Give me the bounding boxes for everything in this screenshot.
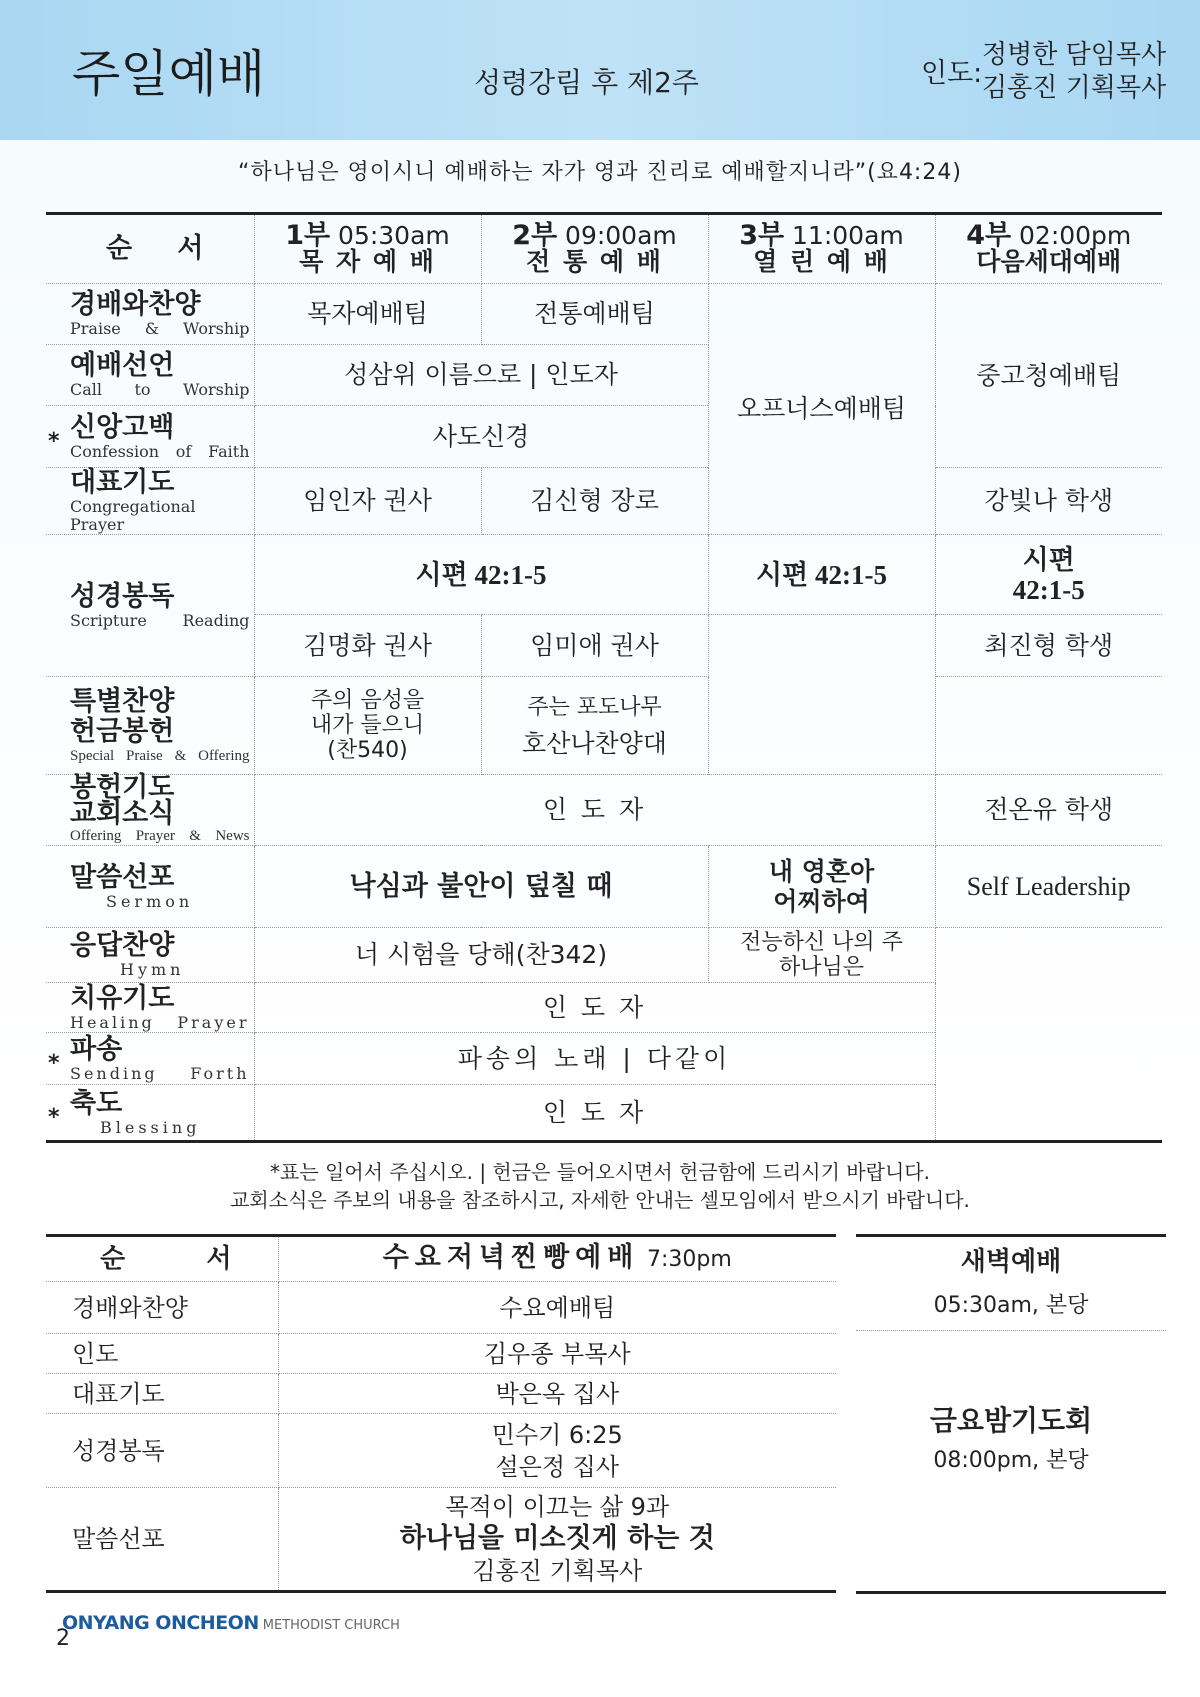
label-kr: 치유기도: [70, 982, 175, 1014]
label-en: Call to Worship: [70, 380, 250, 399]
label-en: Scripture Reading: [70, 610, 250, 630]
dawn-title: 새벽예배: [960, 1246, 1062, 1277]
cell-line: 시편: [1022, 544, 1075, 575]
cell-line: 하나님은: [778, 955, 864, 980]
leader-name: 정병한 담임목사: [982, 40, 1167, 70]
wednesday-order-table: [46, 1234, 836, 1593]
leader-names: [982, 39, 1166, 105]
leader-label: 인도:: [921, 58, 983, 89]
service-no: 3부: [739, 220, 785, 251]
label-en: Sermon: [106, 891, 194, 911]
cell: 임미애 권사: [481, 615, 708, 677]
dawn-time: 05:30am, 본당: [933, 1292, 1089, 1318]
header-banner: [0, 0, 1200, 140]
label-kr: 예배선언: [70, 350, 175, 381]
label-kr: 헌금봉헌: [70, 715, 175, 747]
label-kr: 경배와찬양: [70, 289, 201, 320]
church-logo: [62, 1612, 400, 1634]
standing-mark: *: [48, 1104, 60, 1130]
row-value-line: 김홍진 기획목사: [472, 1557, 643, 1585]
friday-title: 금요밤기도회: [929, 1404, 1093, 1437]
row-value-line: 설은정 집사: [495, 1452, 620, 1481]
standing-mark: *: [48, 428, 60, 454]
cell: 김명화 권사: [254, 615, 481, 677]
bible-verse: “하나님은 영이시니 예배하는 자가 영과 진리로 예배할지니라”(요4:24): [238, 160, 962, 185]
order-header-cell: [46, 214, 254, 284]
wednesday-time: 7:30pm: [646, 1247, 732, 1272]
label-en: Blessing: [100, 1117, 201, 1137]
friday-service: [856, 1331, 1166, 1593]
cell: 인 도 자: [254, 775, 935, 846]
label-en: Hymn: [120, 960, 185, 979]
row-value: 박은옥 집사: [278, 1374, 836, 1414]
service-time: 11:00am: [792, 221, 904, 250]
cell: 임인자 권사: [254, 468, 481, 535]
label-blessing: [46, 1085, 254, 1142]
service-name: 목 자 예 배: [299, 247, 436, 276]
label-sermon: [46, 846, 254, 928]
label-kr: 축도: [70, 1087, 123, 1119]
cell-s3-team: 오프너스예배팀: [708, 284, 935, 535]
cell: [254, 677, 481, 775]
sunday-order-table: [46, 212, 1162, 1143]
label-healing: [46, 983, 254, 1033]
order-label: 순 서: [100, 1244, 232, 1274]
row-label: [46, 1374, 278, 1414]
label-kr: 교회소식: [70, 798, 175, 829]
wednesday-title: 수요저녁찐빵예배: [382, 1242, 640, 1273]
order-label: 순 서: [106, 233, 204, 264]
cell: Self Leadership: [935, 846, 1162, 928]
service-4-header: [935, 214, 1162, 284]
cell: [708, 928, 935, 983]
label-en: Special Praise & Offering: [70, 747, 250, 764]
cell: 최진형 학생: [935, 615, 1162, 677]
label-call: [46, 345, 254, 406]
service-time: 09:00am: [565, 221, 677, 250]
row-value-line: 목적이 이끄는 삶 9과: [445, 1493, 670, 1521]
cell: 전통예배팀: [481, 284, 708, 345]
label-kr: 응답찬양: [70, 930, 175, 961]
cell: 김신형 장로: [481, 468, 708, 535]
service-2-header: [481, 214, 708, 284]
service-no: 1부: [285, 220, 331, 251]
service-1-header: [254, 214, 481, 284]
friday-time: 08:00pm, 본당: [933, 1448, 1089, 1473]
service-time: 02:00pm: [1019, 221, 1132, 250]
service-time: 05:30am: [338, 221, 450, 250]
cell: 목자예배팀: [254, 284, 481, 345]
dawn-service: [856, 1236, 1166, 1331]
label-praise: [46, 284, 254, 345]
row-label-text: 경배와찬양: [72, 1293, 188, 1322]
cell-empty: [708, 615, 935, 775]
label-en: Praise & Worship: [70, 319, 250, 338]
leader-name: 김홍진 기획목사: [982, 73, 1167, 103]
service-no: 2부: [512, 220, 558, 251]
cell-line: (찬540): [327, 738, 408, 763]
label-scripture: [46, 535, 254, 677]
cell-line: 호산나찬양대: [522, 728, 667, 758]
service-name: 전 통 예 배: [526, 247, 663, 276]
row-value: [278, 1488, 836, 1592]
page-number: 2: [56, 1626, 70, 1651]
cell-line: 전능하신 나의 주: [740, 930, 903, 955]
cell: 성삼위 이름으로 | 인도자: [254, 345, 708, 406]
page-title: 주일예배: [72, 45, 266, 103]
cell-line: 주는 포도나무: [527, 694, 662, 720]
label-kr: 대표기도: [70, 467, 175, 498]
standing-mark: *: [48, 1050, 60, 1076]
wednesday-title-cell: [278, 1236, 836, 1282]
row-label-text: 말씀선포: [72, 1525, 165, 1553]
label-kr: 특별찬양: [70, 685, 175, 717]
cell: 시편 42:1-5: [708, 535, 935, 615]
row-value: 김우종 부목사: [278, 1334, 836, 1374]
cell-line: 42:1-5: [1012, 574, 1085, 605]
label-en: Sending Forth: [70, 1063, 250, 1083]
cell: 인 도 자: [254, 983, 935, 1033]
cell: [481, 677, 708, 775]
cell: 시편 42:1-5: [254, 535, 708, 615]
note-line: 교회소식은 주보의 내용을 참조하시고, 자세한 안내는 셀모임에서 받으시기 바랍니다.: [230, 1188, 970, 1212]
label-kr: 말씀선포: [70, 861, 175, 893]
cell-line: 어찌하여: [773, 886, 870, 916]
row-value-line: 민수기 6:25: [491, 1420, 623, 1449]
cell-empty: [935, 928, 1162, 1142]
label-en: Confession of Faith: [70, 441, 250, 461]
row-label-text: 성경봉독: [72, 1436, 165, 1465]
cell-s4-team: 중고청예배팀: [935, 284, 1162, 468]
row-value: 수요예배팀: [278, 1282, 836, 1334]
label-en: Healing Prayer: [70, 1012, 250, 1032]
row-label-text: 인도: [72, 1339, 119, 1368]
cell: 인 도 자: [254, 1085, 935, 1142]
row-label: [46, 1334, 278, 1374]
order-header-cell: [46, 1236, 278, 1282]
row-label: [46, 1282, 278, 1334]
label-en: Offering Prayer & News: [70, 828, 250, 844]
notes: [0, 1158, 1200, 1214]
row-value: [278, 1414, 836, 1488]
cell: 강빛나 학생: [935, 468, 1162, 535]
label-special: [46, 677, 254, 775]
label-confession: [46, 406, 254, 468]
label-en: Congregational Prayer: [70, 497, 196, 534]
label-kr: 성경봉독: [70, 580, 175, 612]
service-3-header: [708, 214, 935, 284]
label-kr: 신앙고백: [70, 411, 175, 443]
row-label: [46, 1414, 278, 1488]
row-value-line: 하나님을 미소짓게 하는 것: [399, 1523, 715, 1554]
service-name: 열 린 예 배: [753, 247, 890, 276]
label-prayer: [46, 468, 254, 535]
cell-empty: [935, 677, 1162, 775]
label-offering: [46, 772, 254, 846]
cell: 파송의 노래 | 다같이: [254, 1033, 935, 1085]
cell: 사도신경: [254, 406, 708, 468]
service-no: 4부: [966, 220, 1012, 251]
cell: [935, 535, 1162, 615]
cell: [708, 846, 935, 928]
cell-line: 내 영혼아: [768, 856, 875, 886]
row-label-text: 대표기도: [72, 1379, 165, 1408]
cell-line: 내가 들으니: [310, 713, 425, 738]
row-label: [46, 1488, 278, 1592]
cell-line: 주의 음성을: [310, 688, 425, 713]
cell: 너 시험을 당해(찬342): [254, 928, 708, 983]
label-kr: 봉헌기도: [70, 772, 175, 803]
cell: 전온유 학생: [935, 775, 1162, 846]
label-sending: [46, 1033, 254, 1085]
cell: 낙심과 불안이 덮칠 때: [254, 846, 708, 928]
logo-sub: METHODIST CHURCH: [262, 1618, 400, 1633]
page-subtitle: 성령강림 후 제2주: [474, 66, 699, 99]
service-name: 다음세대예배: [976, 247, 1122, 276]
side-schedule: [856, 1234, 1166, 1594]
label-hymn: [46, 928, 254, 983]
note-line: *표는 일어서 주십시오. | 헌금은 들어오시면서 헌금함에 드리시기 바랍니다.: [270, 1160, 930, 1184]
label-kr: 파송: [70, 1033, 123, 1065]
logo-text: ONYANG ONCHEON: [62, 1612, 259, 1634]
